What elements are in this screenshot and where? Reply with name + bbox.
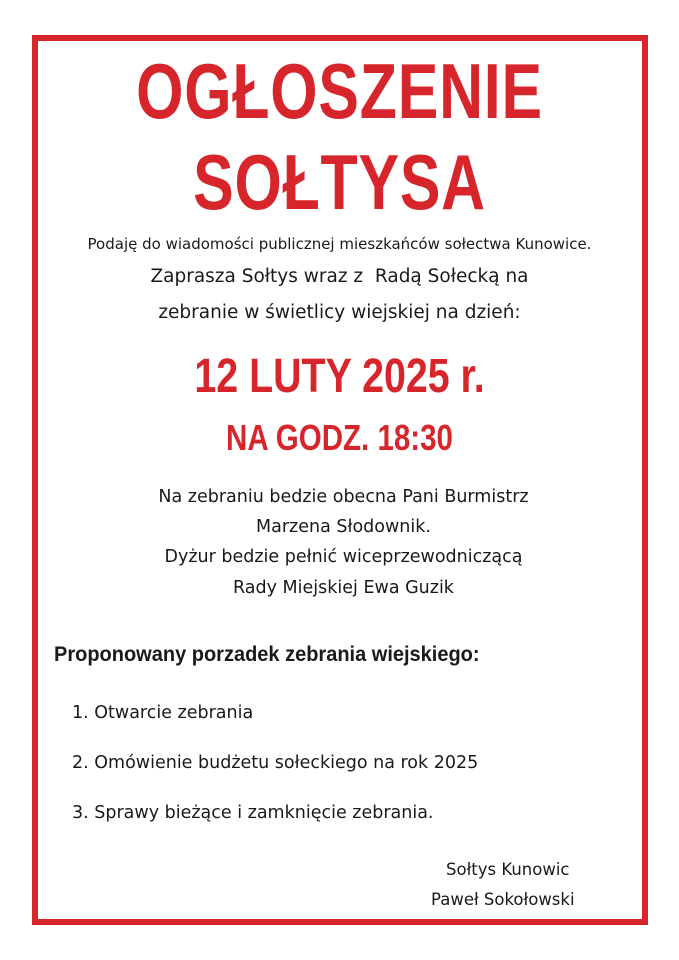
agenda-list [72, 700, 478, 850]
invitation-line-2: zebranie w świetlicy wiejskiej na dzień: [158, 302, 521, 323]
info-line-4: Rady Miejskiej Ewa Guzik [233, 578, 454, 598]
title-line-1: OGŁOSZENIE [136, 47, 543, 135]
intro-text: Podaję do wiadomości publicznej mieszkańców sołectwa Kunowice. [87, 235, 592, 253]
agenda-item: 1. Otwarcie zebrania [72, 703, 254, 723]
agenda-item: 3. Sprawy bieżące i zamknięcie zebrania. [72, 803, 434, 823]
meeting-date: 12 LUTY 2025 r. [194, 350, 485, 403]
signature-name: Paweł Sokołowski [431, 890, 575, 909]
meeting-time: NA GODZ. 18:30 [226, 417, 453, 458]
agenda-heading: Proponowany porzadek zebrania wiejskiego: [54, 642, 480, 666]
agenda-item: 2. Omówienie budżetu sołeckiego na rok 2025 [72, 753, 479, 773]
signature-title: Sołtys Kunowic [446, 860, 570, 879]
info-line-1: Na zebraniu bedzie obecna Pani Burmistrz [158, 487, 529, 507]
title-line-2: SOŁTYSA [193, 138, 486, 226]
info-line-3: Dyżur bedzie pełnić wiceprzewodniczącą [164, 547, 523, 567]
info-line-2: Marzena Słodownik. [256, 517, 431, 537]
invitation-line-1: Zaprasza Sołtys wraz z Radą Sołecką na [150, 266, 529, 287]
